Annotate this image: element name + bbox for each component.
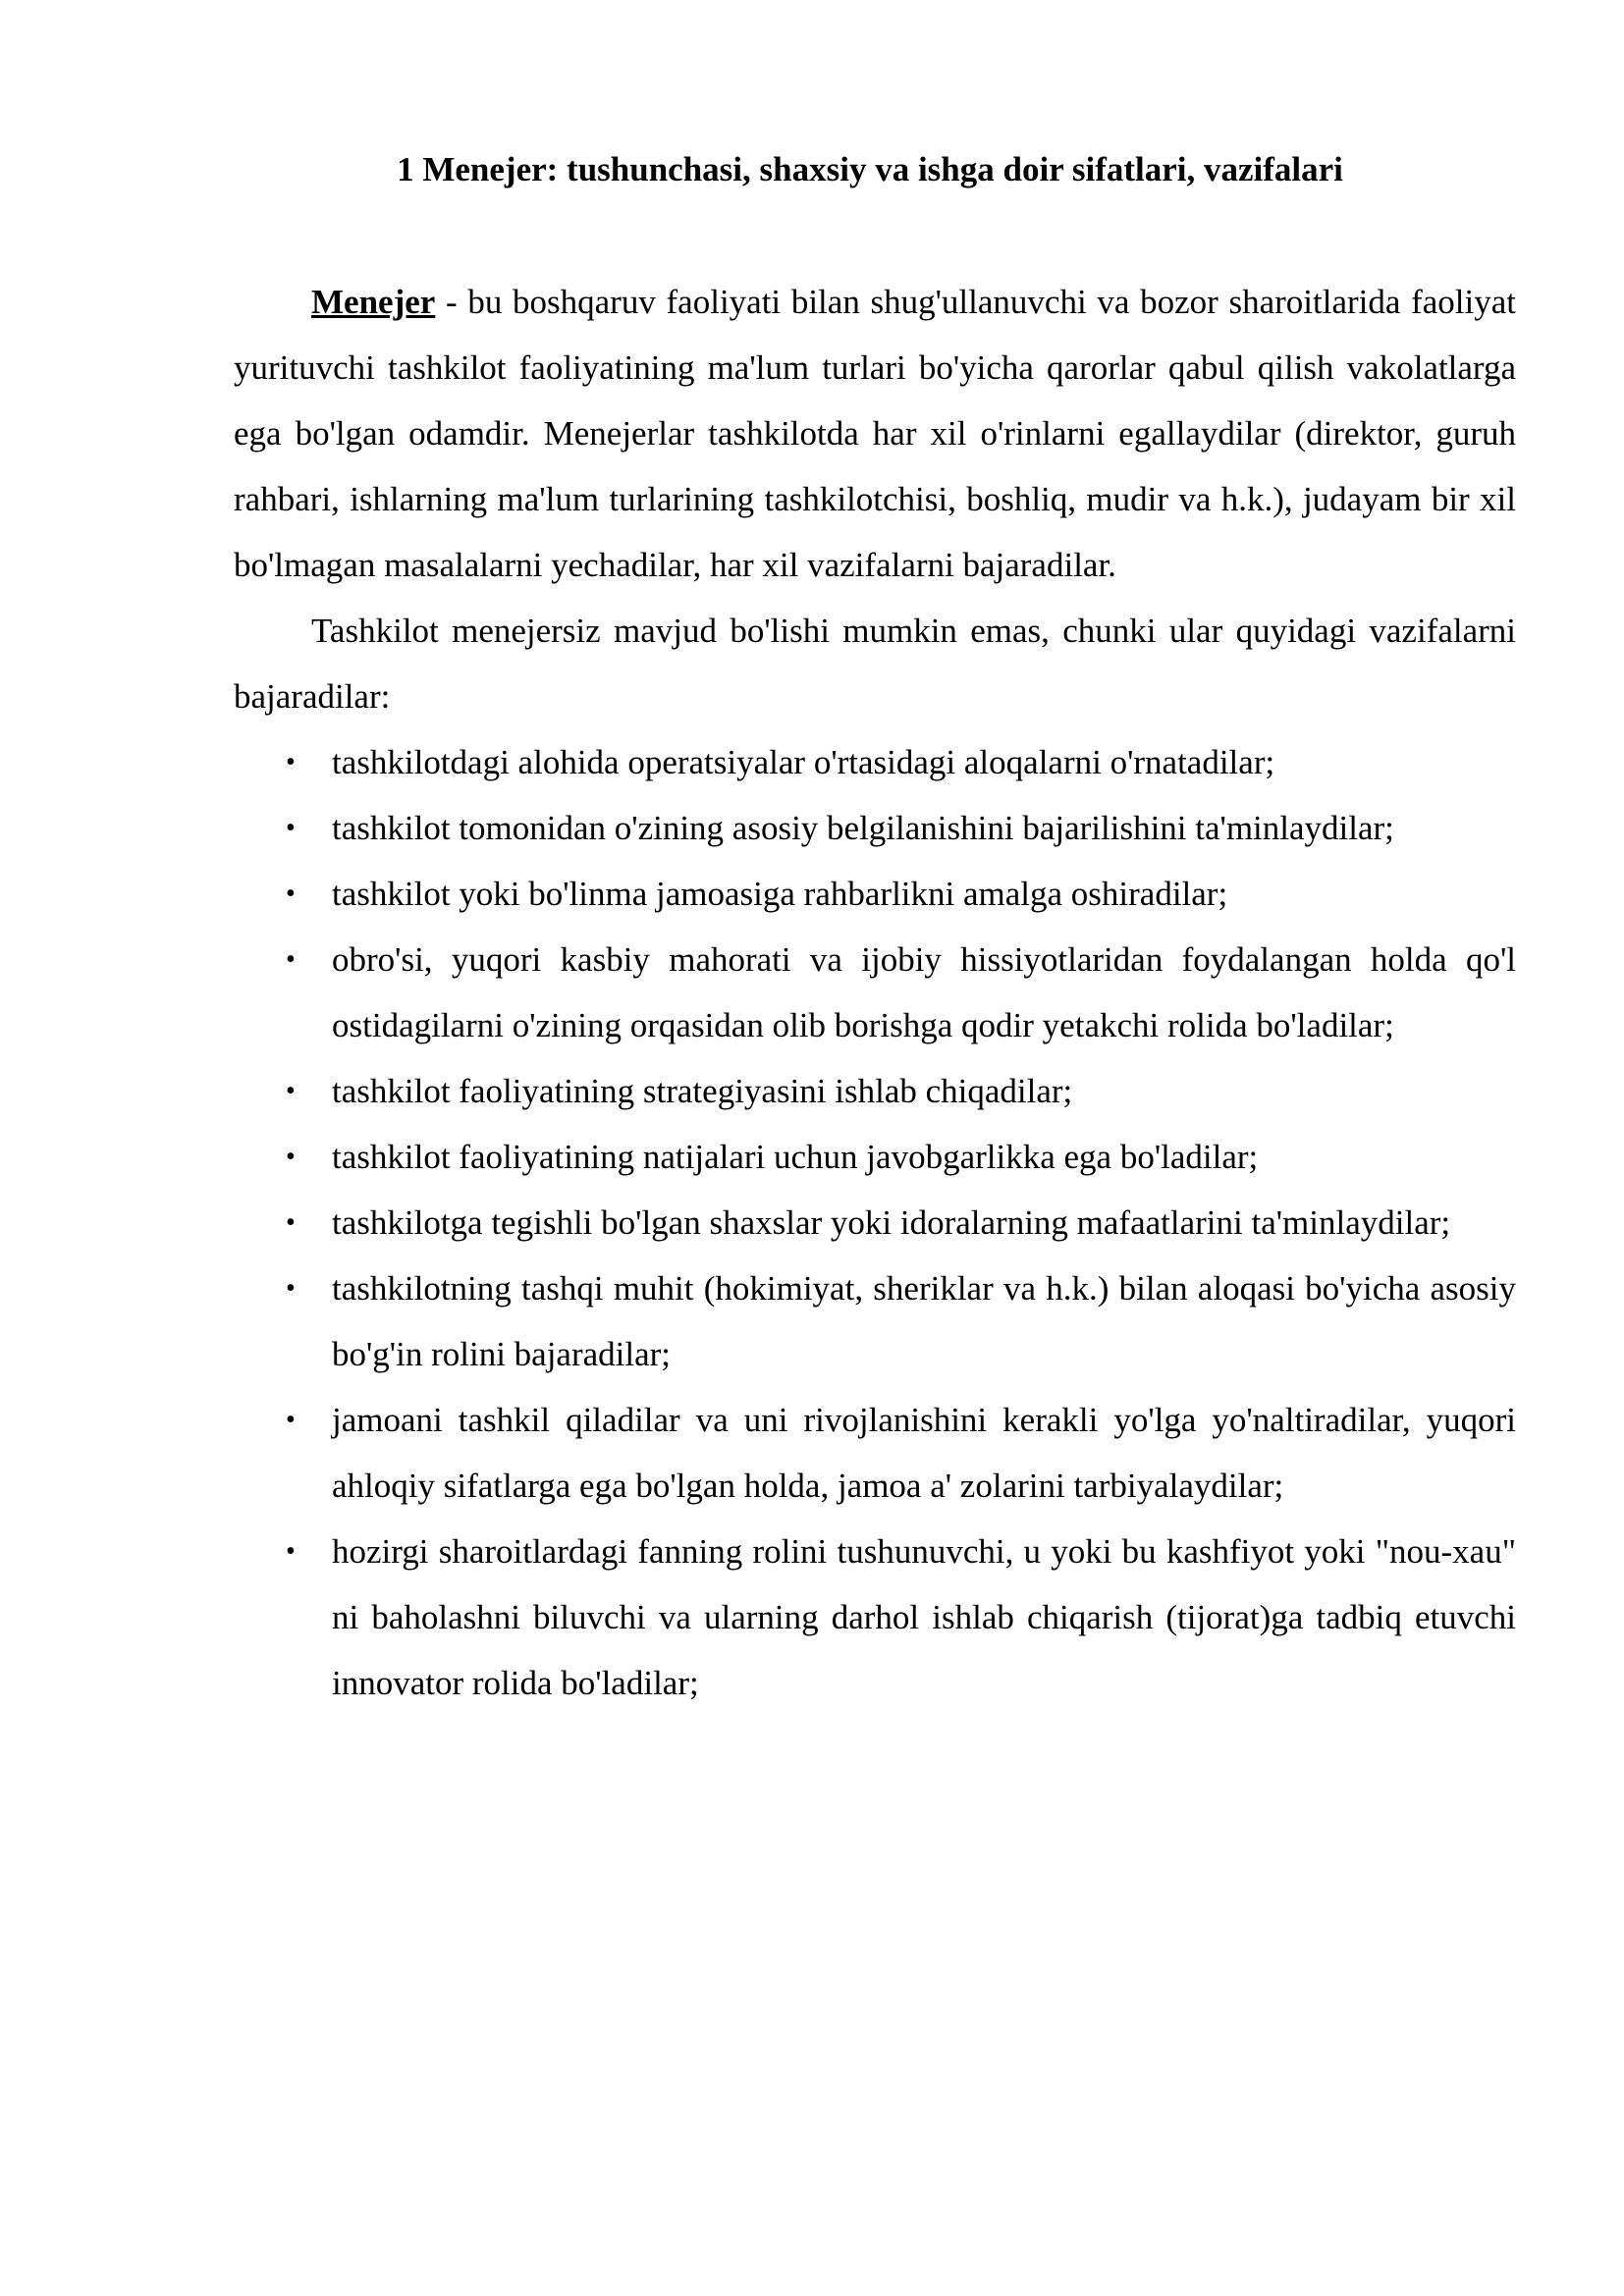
list-item-text: tashkilot yoki bo'linma jamoasiga rahbarlikni amalga oshiradilar; bbox=[332, 874, 1228, 913]
bullet-icon: • bbox=[286, 943, 296, 975]
list-item-text: obro'si, yuqori kasbiy mahorati va ijobiy hissiyotlaridan foydalangan holda qo'l ostidagilarni o'zining orqasidan olib borishga qodir yetakchi rolida bo'ladilar; bbox=[332, 939, 1516, 1044]
bullet-icon: • bbox=[286, 1404, 296, 1435]
defined-term: Menejer bbox=[311, 282, 436, 321]
list-item-text: tashkilotga tegishli bo'lgan shaxslar yoki idoralarning mafaatlarini ta'minlaydilar; bbox=[332, 1202, 1451, 1242]
page-title: 1 Menejer: tushunchasi, shaxsiy va ishga doir sifatlari, vazifalari bbox=[397, 150, 1343, 188]
bullet-icon: • bbox=[286, 1535, 296, 1567]
list-item bbox=[234, 729, 1516, 795]
bullet-icon: • bbox=[286, 878, 296, 909]
list-item bbox=[234, 1387, 1516, 1519]
bullet-icon: • bbox=[286, 746, 296, 777]
list-item-text: tashkilotning tashqi muhit (hokimiyat, sheriklar va h.k.) bilan aloqasi bo'yicha asosiy bo'g'in rolini bajaradilar; bbox=[332, 1268, 1516, 1373]
list-item-text: tashkilot faoliyatining natijalari uchun javobgarlikka ega bo'ladilar; bbox=[332, 1137, 1259, 1176]
list-item-text: tashkilot tomonidan o'zining asosiy belgilanishini bajarilishini ta'minlaydilar; bbox=[332, 808, 1394, 847]
bullet-icon: • bbox=[286, 1206, 296, 1238]
list-item bbox=[234, 1058, 1516, 1124]
list-item bbox=[234, 1124, 1516, 1190]
list-item-text: jamoani tashkil qiladilar va uni rivojlanishini kerakli yo'lga yo'naltiradilar, yuqori ahloqiy sifatlarga ega bo'lgan holda, jamoa a' zolarini tarbiyalaydilar; bbox=[332, 1400, 1516, 1505]
bullet-icon: • bbox=[286, 1141, 296, 1172]
list-item bbox=[234, 795, 1516, 861]
definition-text: - bu boshqaruv faoliyati bilan shug'ullanuvchi va bozor sharoitlarida faoliyat yurituvchi tashkilot faoliyatining ma'lum turlari bo'yicha qarorlar qabul qilish vakolatlarga ega bo'lgan odamdir. Menejerlar tashkilotda har xil o'rinlarni egallaydilar (direktor, guruh rahbari, ishlarning ma'lum turlarining tashkilotchisi, boshliq, mudir va h.k.), judayam bir xil bo'lmagan masalalarni yechadilar, har xil vazifalarni bajaradilar. bbox=[234, 282, 1516, 584]
intro-paragraph bbox=[234, 269, 1516, 598]
list-item bbox=[234, 1190, 1516, 1255]
duties-list bbox=[234, 729, 1516, 1716]
bullet-icon: • bbox=[286, 812, 296, 843]
list-item-text: tashkilotdagi alohida operatsiyalar o'rtasidagi aloqalarni o'rnatadilar; bbox=[332, 742, 1275, 781]
duties-intro-paragraph: Tashkilot menejersiz mavjud bo'lishi mumkin emas, chunki ular quyidagi vazifalarni bajaradilar: bbox=[234, 611, 1516, 716]
list-item bbox=[234, 861, 1516, 927]
list-item bbox=[234, 1255, 1516, 1387]
list-item-text: hozirgi sharoitlardagi fanning rolini tushunuvchi, u yoki bu kashfiyot yoki "nou-xau" ni baholashni biluvchi va ularning darhol ishlab chiqarish (tijorat)ga tadbiq etuvchi innovator rolida bo'ladilar; bbox=[332, 1531, 1516, 1702]
bullet-icon: • bbox=[286, 1272, 296, 1304]
list-item-text: tashkilot faoliyatining strategiyasini ishlab chiqadilar; bbox=[332, 1071, 1073, 1110]
list-item bbox=[234, 1519, 1516, 1716]
list-item bbox=[234, 927, 1516, 1058]
bullet-icon: • bbox=[286, 1075, 296, 1106]
